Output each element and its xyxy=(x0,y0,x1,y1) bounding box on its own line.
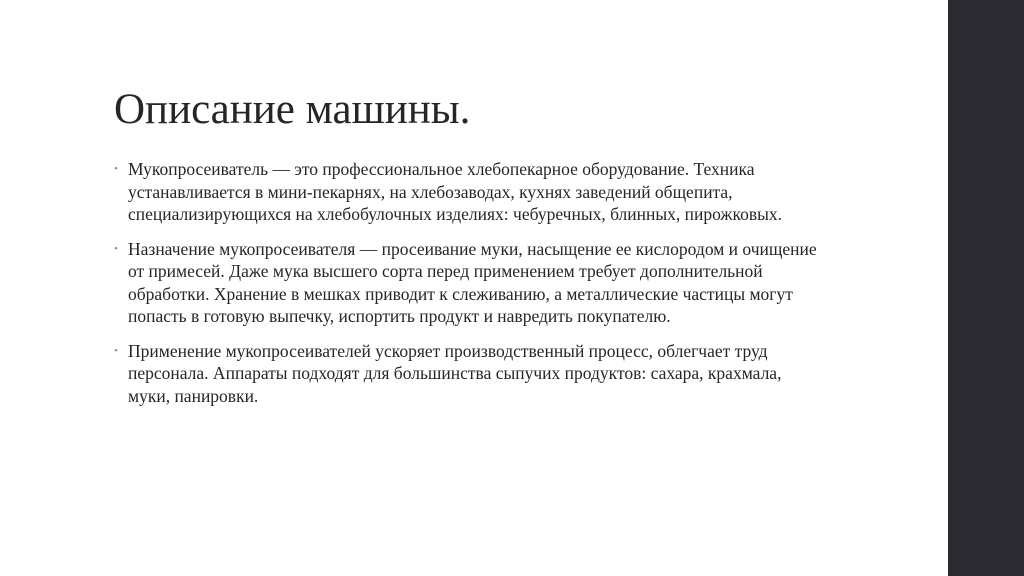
bullet-item-1 xyxy=(114,158,824,226)
bullet-dot-icon: • xyxy=(114,344,118,357)
bullet-text: Назначение мукопросеивателя — просеивание муки, насыщение ее кислородом и очищение от примесей. Даже мука высшего сорта перед применением требует дополнительной обработки. Хранение в мешках приводит к слеживанию, а металлические частицы могут попасть в готовую выпечку, испортить продукт и навредить покупателю. xyxy=(128,238,817,326)
bullet-list xyxy=(114,158,824,419)
bullet-dot-icon: • xyxy=(114,242,118,255)
bullet-text: Применение мукопросеивателей ускоряет производственный процесс, облегчает труд персонала. Аппараты подходят для большинства сыпучих продуктов: сахара, крахмала, муки, панировки. xyxy=(128,340,782,406)
slide-title: Описание машины. xyxy=(114,86,471,133)
bullet-item-3 xyxy=(114,340,824,408)
side-bar xyxy=(948,0,1024,576)
bullet-item-2 xyxy=(114,238,824,328)
bullet-dot-icon: • xyxy=(114,163,118,175)
bullet-text: Мукопросеиватель — это профессиональное хлебопекарное оборудование. Техника устанавливается в мини-пекарнях, на хлебозаводах, кухнях заведений общепита, специализирующихся на хлебобулочных изделиях: чебуречных, блинных, пирожковых. xyxy=(128,159,783,224)
